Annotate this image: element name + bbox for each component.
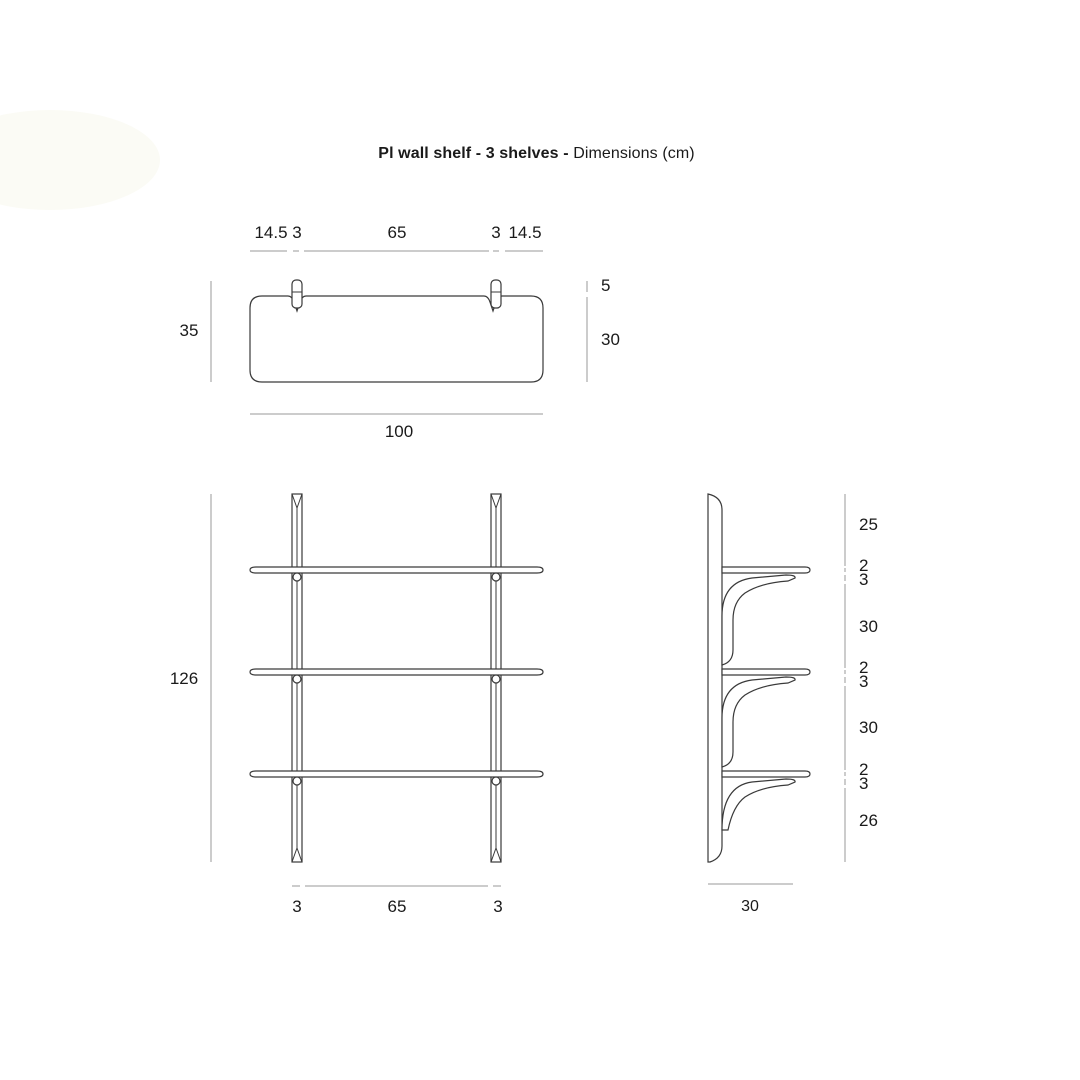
bracket-side-3 [722, 779, 795, 830]
shelf-3-pin-left [293, 777, 301, 785]
shelf-side-3 [722, 771, 810, 777]
top-dim-30: 30 [601, 330, 620, 349]
side-dim-3-c: 3 [859, 774, 869, 793]
shelf-side-1 [722, 567, 810, 573]
side-dim-25: 25 [859, 515, 878, 534]
front-dim-3-right: 3 [493, 897, 503, 916]
top-dim-14-5-right: 14.5 [508, 223, 542, 242]
top-dim-3-right: 3 [491, 223, 501, 242]
side-dim-30-depth: 30 [741, 898, 759, 915]
side-dim-2-b: 2 [859, 658, 869, 677]
shelf-top-outline [250, 296, 543, 382]
side-dim-30-b: 30 [859, 718, 878, 737]
bracket-side-2 [722, 677, 795, 767]
shelf-front-3 [250, 771, 543, 777]
bracket-side-1 [722, 575, 795, 665]
top-view [180, 223, 620, 441]
shelf-1-pin-left [293, 573, 301, 581]
shelf-front-1 [250, 567, 543, 573]
title-dimensions: Dimensions (cm) [573, 145, 695, 162]
top-dim-65: 65 [387, 223, 407, 242]
shelf-side-2 [722, 669, 810, 675]
top-dim-3-left: 3 [292, 223, 302, 242]
top-dim-14-5-left: 14.5 [254, 223, 288, 242]
side-dim-3-a: 3 [859, 570, 869, 589]
shelf-front-2 [250, 669, 543, 675]
shelf-1-pin-right [492, 573, 500, 581]
upright-top-right [491, 280, 501, 308]
front-view [170, 494, 543, 916]
shelf-2-pin-right [492, 675, 500, 683]
side-dim-30-a: 30 [859, 617, 878, 636]
title-product: Pl wall shelf - 3 shelves - [378, 145, 569, 162]
top-dim-35: 35 [179, 321, 199, 340]
side-dim-3-b: 3 [859, 672, 869, 691]
upright-side [708, 494, 722, 862]
side-dim-2-c: 2 [859, 760, 869, 779]
upright-top-left [292, 280, 302, 308]
top-dim-5: 5 [601, 276, 611, 295]
side-dim-26: 26 [859, 811, 878, 830]
front-dim-3-left: 3 [292, 897, 302, 916]
shelf-2-pin-left [293, 675, 301, 683]
shelf-3-pin-right [492, 777, 500, 785]
top-dim-100: 100 [384, 422, 414, 441]
front-dim-65: 65 [387, 897, 407, 916]
side-dim-2-a: 2 [859, 556, 869, 575]
front-dim-126: 126 [169, 669, 199, 688]
side-view [708, 494, 878, 915]
